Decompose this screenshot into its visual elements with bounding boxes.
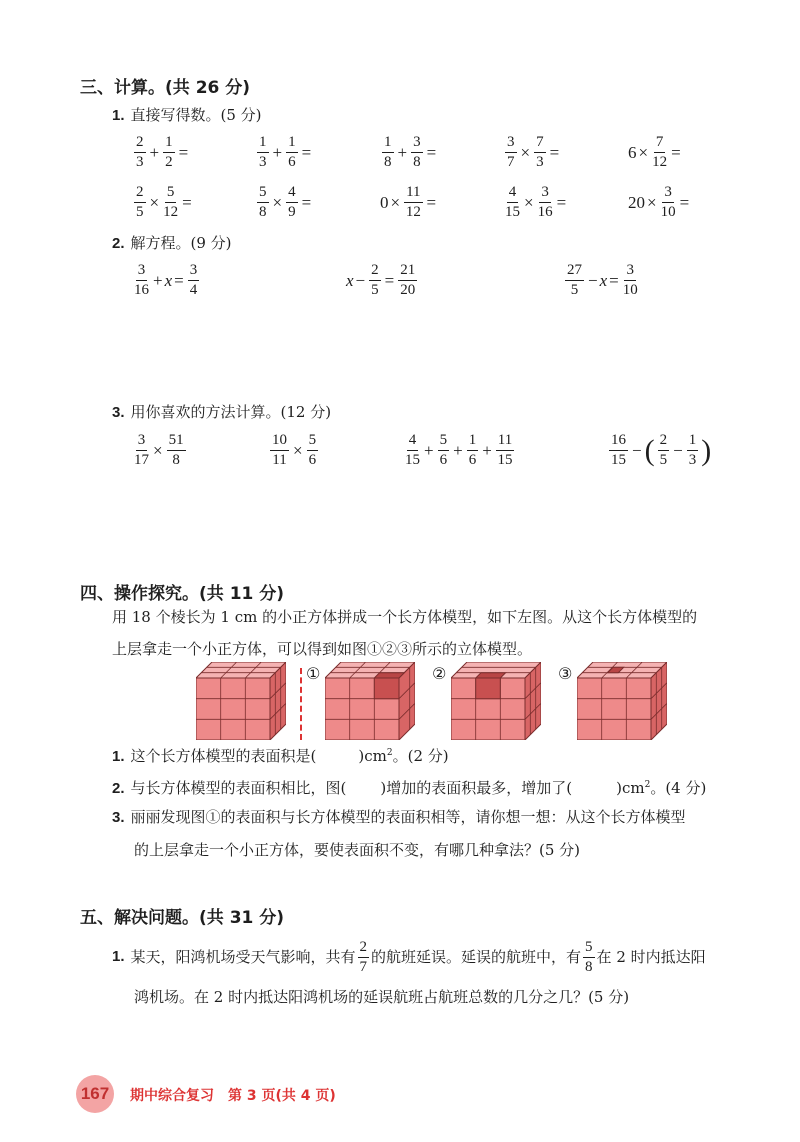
figure-label-2: ② bbox=[432, 664, 447, 683]
model-figure-1 bbox=[325, 662, 415, 744]
expression-5: 6 × $\frac{7}{12}$ = bbox=[628, 134, 681, 170]
model-3-svg bbox=[577, 662, 667, 740]
model-figure-2 bbox=[451, 662, 541, 744]
expression-6: $\frac{2}{5}$ × $\frac{5}{12}$ = bbox=[136, 184, 192, 220]
page-number-badge: 167 bbox=[76, 1075, 114, 1113]
calc-2: $\frac{10}{11}$ × $\frac{5}{6}$ bbox=[272, 432, 317, 468]
calc-1: $\frac{3}{17}$ × $\frac{51}{8}$ bbox=[134, 432, 184, 468]
fraction: $\frac{2}{3}$ bbox=[136, 134, 144, 170]
section-4-title: 四、操作探究。(共 11 分) bbox=[80, 584, 285, 604]
question-3-3-title bbox=[112, 401, 331, 422]
question-text: 用你喜欢的方法计算。(12 分) bbox=[130, 403, 332, 421]
question-4-2: 2. 与长方体模型的表面积相比，图( )增加的表面积最多，增加了( )$cm^2$。(4 分) bbox=[112, 779, 707, 797]
question-text: 直接写得数。(5 分) bbox=[130, 106, 262, 124]
fraction: $\frac{5}{12}$ bbox=[163, 184, 179, 220]
expression-3: $\frac{1}{8}$ + $\frac{3}{8}$ = bbox=[384, 134, 437, 170]
equation-3: $\frac{27}{5}$ − x = $\frac{3}{10}$ bbox=[567, 262, 638, 298]
fraction: $\frac{3}{10}$ bbox=[660, 184, 676, 220]
equation-1: $\frac{3}{16}$ + x = $\frac{3}{4}$ bbox=[134, 262, 198, 298]
fraction: $\frac{2}{7}$ bbox=[359, 938, 368, 975]
fraction: $\frac{7}{3}$ bbox=[536, 134, 544, 170]
fraction: $\frac{27}{5}$ bbox=[567, 262, 582, 298]
fraction: $\frac{3}{16}$ bbox=[537, 184, 553, 220]
expression-8: 0 × $\frac{11}{12}$ = bbox=[380, 184, 437, 220]
fraction: $\frac{3}{16}$ bbox=[134, 262, 149, 298]
divider-dashed-line bbox=[300, 668, 302, 740]
cuboid-figure-svg bbox=[196, 662, 286, 740]
fraction: $\frac{1}{8}$ bbox=[384, 134, 392, 170]
question-4-3: 3. 丽丽发现图①的表面积与长方体模型的表面积相等，请你想一想：从这个长方体模型 的上层拿走一个小正方体，要使表面积不变，有哪几种拿法？(5 分) bbox=[112, 808, 686, 859]
fraction: $\frac{3}{10}$ bbox=[622, 262, 638, 298]
fraction: $\frac{4}{15}$ bbox=[505, 184, 520, 220]
fraction: $\frac{2}{5}$ bbox=[136, 184, 144, 220]
question-text: 解方程。(9 分) bbox=[130, 234, 232, 252]
expression-2: $\frac{1}{3}$ + $\frac{1}{6}$ = bbox=[259, 134, 312, 170]
question-4-1: 1. 这个长方体模型的表面积是( )$cm^2$。(2 分) bbox=[112, 747, 449, 765]
cuboid-model-figure bbox=[196, 662, 286, 744]
fraction: $\frac{10}{11}$ bbox=[272, 432, 287, 468]
fraction: $\frac{11}{15}$ bbox=[497, 432, 513, 468]
fraction: $\frac{2}{5}$ bbox=[371, 262, 379, 298]
calc-3: $\frac{4}{15}$ + $\frac{5}{6}$ + $\frac{1}{6}$ + $\frac{11}{15}$ bbox=[405, 432, 513, 468]
fraction: $\frac{5}{6}$ bbox=[308, 432, 317, 468]
expression-10: 20 × $\frac{3}{10}$ = bbox=[628, 184, 690, 220]
fraction: $\frac{2}{5}$ bbox=[659, 432, 668, 468]
fraction: $\frac{11}{12}$ bbox=[405, 184, 421, 220]
expression-1: $\frac{2}{3}$ + $\frac{1}{2}$ = bbox=[136, 134, 189, 170]
model-figure-3 bbox=[577, 662, 667, 744]
fraction: $\frac{1}{2}$ bbox=[165, 134, 173, 170]
question-number: 3. bbox=[112, 404, 125, 421]
fraction: $\frac{21}{20}$ bbox=[400, 262, 416, 298]
model-2-svg bbox=[451, 662, 541, 740]
fraction: $\frac{3}{17}$ bbox=[134, 432, 149, 468]
fraction: $\frac{51}{8}$ bbox=[168, 432, 184, 468]
calc-4: $\frac{16}{15}$ − ( $\frac{2}{5}$ − $\frac{1}{3}$ ) bbox=[611, 432, 712, 468]
fraction: $\frac{3}{8}$ bbox=[413, 134, 421, 170]
model-1-svg bbox=[325, 662, 415, 740]
fraction: $\frac{5}{8}$ bbox=[259, 184, 267, 220]
figure-label-1: ① bbox=[306, 664, 321, 683]
fraction: $\frac{3}{7}$ bbox=[507, 134, 515, 170]
section-3-title: 三、计算。(共 26 分) bbox=[80, 78, 251, 98]
fraction: $\frac{5}{6}$ bbox=[439, 432, 448, 468]
section-5-title: 五、解决问题。(共 31 分) bbox=[80, 908, 285, 928]
fraction: $\frac{4}{9}$ bbox=[288, 184, 296, 220]
expression-4: $\frac{3}{7}$ × $\frac{7}{3}$ = bbox=[507, 134, 560, 170]
fraction: $\frac{1}{3}$ bbox=[688, 432, 697, 468]
fraction: $\frac{4}{15}$ bbox=[405, 432, 420, 468]
expression-7: $\frac{5}{8}$ × $\frac{4}{9}$ = bbox=[259, 184, 312, 220]
section-4-intro: 用 18 个棱长为 1 cm 的小正方体拼成一个长方体模型，如下左图。从这个长方体模型的 上层拿走一个小正方体，可以得到如图①②③所示的立体模型。 bbox=[112, 608, 698, 658]
figure-label-3: ③ bbox=[558, 664, 573, 683]
footer-text: 期中综合复习 第 3 页(共 4 页) bbox=[130, 1088, 336, 1104]
fraction: $\frac{1}{3}$ bbox=[259, 134, 267, 170]
fraction: $\frac{3}{4}$ bbox=[189, 262, 198, 298]
question-5-1: 1. 某天，阳鸿机场受天气影响，共有 $\frac{2}{7}$ 的航班延误。延误的航班中，有 $\frac{5}{8}$ 在 2 时内抵达阳 鸿机场。在 2 时内抵达阳鸿机场的延误航班占航班总数的几分之几？(5 分) bbox=[112, 938, 706, 1006]
fraction: $\frac{5}{8}$ bbox=[585, 938, 593, 975]
fraction: $\frac{16}{15}$ bbox=[611, 432, 626, 468]
expression-9: $\frac{4}{15}$ × $\frac{3}{16}$ = bbox=[505, 184, 567, 220]
fraction: $\frac{1}{6}$ bbox=[288, 134, 296, 170]
equation-2: x − $\frac{2}{5}$ = $\frac{21}{20}$ bbox=[346, 262, 416, 298]
fraction: $\frac{1}{6}$ bbox=[468, 432, 477, 468]
question-number: 2. bbox=[112, 235, 125, 252]
question-3-1-title bbox=[112, 104, 262, 125]
question-3-2-title bbox=[112, 232, 232, 253]
question-number: 1. bbox=[112, 107, 125, 124]
fraction: $\frac{7}{12}$ bbox=[652, 134, 668, 170]
